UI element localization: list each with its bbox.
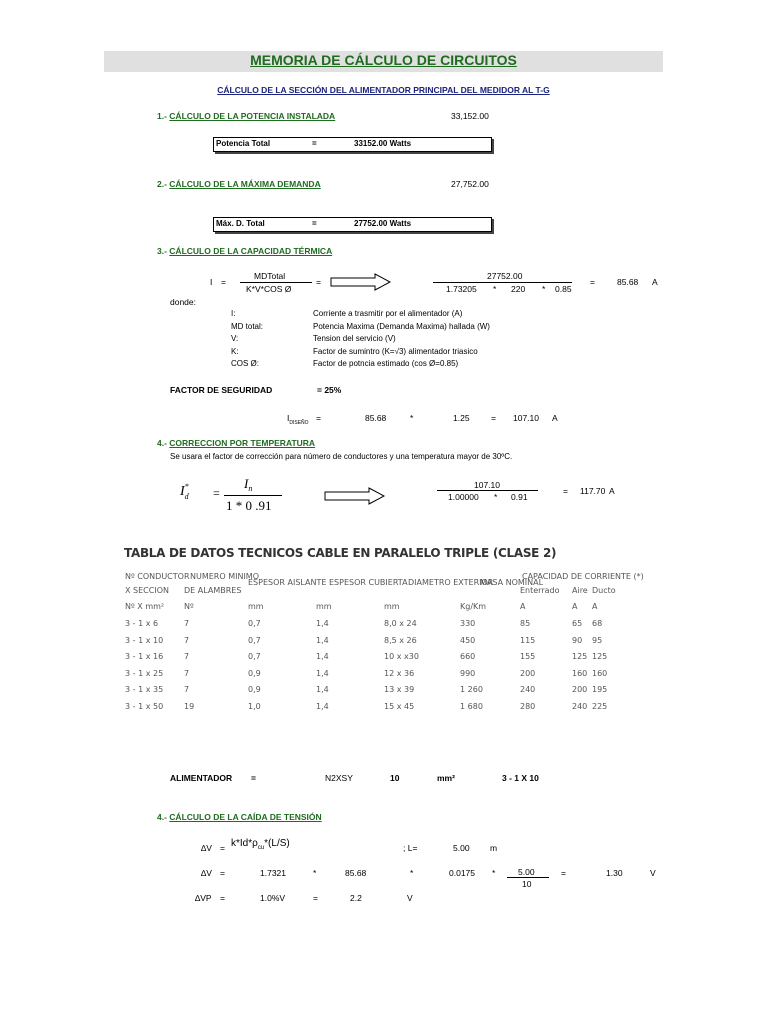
col-header-alambres: NUMERO MINIMO [190, 572, 259, 581]
dv-calc-line [507, 877, 549, 878]
table-cell: 1 680 [460, 702, 483, 711]
calc-star-1: * [493, 284, 497, 294]
calc-fraction-line [433, 282, 572, 283]
table-cell: 200 [572, 685, 588, 695]
table-cell: 8,0 x 24 [384, 619, 417, 628]
table-cell: 280 [520, 702, 536, 711]
table-cell: 1 260 [460, 685, 483, 695]
section-2-title: CÁLCULO DE LA MÁXIMA DEMANDA [169, 179, 321, 189]
table-cell: 3 - 1 x 35 [125, 685, 164, 695]
i-diseno-star: * [410, 413, 414, 423]
l-value: 5.00 [453, 843, 470, 853]
table-cell: 19 [184, 702, 195, 711]
col-header-cubierta: ESPESOR CUBIERTA [329, 578, 408, 587]
unit-header: A [572, 602, 578, 611]
unit-header: mm [248, 602, 264, 611]
table-cell: 8,5 x 26 [384, 635, 417, 645]
table-cell: 68 [592, 619, 603, 628]
table-cell: 85 [520, 619, 531, 628]
temp-calc-result: 117.70 [580, 486, 606, 496]
temp-calc-line [437, 490, 538, 491]
lhs-subscript: d [184, 492, 189, 501]
calc-numerator: 27752.00 [487, 271, 523, 281]
dv-calc-star-2: * [410, 868, 414, 878]
formula-eq2: = [316, 277, 321, 287]
dv-formula-end: *(L/S) [264, 838, 290, 849]
alimentador-type: N2XSY [325, 773, 353, 783]
calc-den-c: 0.85 [555, 284, 572, 294]
page-title: MEMORIA DE CÁLCULO DE CIRCUITOS [250, 52, 517, 68]
temp-formula-eq: = [213, 486, 220, 500]
l-label: ; L= [403, 843, 418, 853]
table-cell: 3 - 1 x 10 [125, 635, 164, 645]
i-diseno [287, 413, 309, 426]
table-cell: 12 x 36 [384, 668, 415, 678]
temp-formula-num [244, 476, 252, 492]
temp-calc-den-a: 1.00000 [448, 492, 479, 502]
section-1-heading [157, 111, 335, 121]
col-header-ducto: Ducto [592, 586, 616, 595]
alimentador-config: 3 - 1 X 10 [502, 773, 539, 783]
table-cell: 3 - 1 x 25 [125, 668, 164, 678]
table-cell: 225 [592, 702, 608, 711]
table-cell: 125 [592, 652, 608, 662]
num-subscript: n [248, 484, 253, 493]
table-cell: 160 [592, 668, 608, 678]
table-cell: 200 [520, 668, 536, 678]
definition-symbol: MD total: [231, 321, 264, 331]
section-4-num: 4.- [157, 438, 167, 448]
table-cell: 3 - 1 x 16 [125, 652, 164, 662]
table-cell: 65 [572, 619, 583, 628]
i-diseno-b: 1.25 [453, 413, 470, 423]
donde-label: donde: [170, 297, 196, 307]
temp-calc-unit: A [609, 486, 615, 496]
table-cell: 115 [520, 635, 536, 645]
dv-calc-star-3: * [492, 868, 496, 878]
max-demanda-box [213, 217, 492, 232]
arrow-right-icon [330, 273, 392, 291]
table-cell: 195 [592, 685, 608, 695]
definition-symbol: K: [231, 346, 239, 356]
unit-header: mm [316, 602, 332, 611]
table-cell: 240 [572, 702, 588, 711]
dv-calc-eq2: = [561, 868, 566, 878]
section-5-title: CÁLCULO DE LA CAÍDA DE TENSIÓN [169, 812, 322, 822]
box-eq: = [312, 219, 317, 228]
table-cell: 1,4 [316, 635, 329, 645]
alimentador-unit: mm² [437, 773, 455, 783]
box-label: Máx. D. Total [216, 219, 265, 228]
table-cell: 7 [184, 668, 190, 678]
definition-description: Factor de sumintro (K=√3) alimentador triasico [313, 346, 478, 356]
table-cell: 1,0 [248, 702, 261, 711]
table-cell: 660 [460, 652, 476, 662]
table-cell: 1,4 [316, 685, 329, 695]
definition-description: Factor de potncia estimado (cos Ø=0.85) [313, 359, 459, 368]
temp-formula-line [224, 495, 282, 496]
dv-calc-b: 85.68 [345, 868, 367, 878]
box-value: 33152.00 Watts [354, 139, 412, 148]
l-unit: m [490, 843, 498, 853]
alimentador-label: ALIMENTADOR [170, 773, 233, 783]
table-cell: 0,7 [248, 619, 261, 628]
calc-unit: A [652, 277, 658, 287]
potencia-total-box [213, 137, 492, 152]
i-diseno-result: 107.10 [513, 413, 539, 423]
table-cell: 160 [572, 668, 588, 678]
arrow-right-icon [324, 487, 386, 505]
calc-den-a: 1.73205 [446, 284, 477, 294]
table-cell: 990 [460, 668, 476, 678]
i-diseno-unit: A [552, 413, 558, 423]
dv-formula-eq: = [220, 843, 225, 853]
unit-header: mm [384, 602, 400, 611]
table-cell: 1,4 [316, 702, 329, 711]
table-cell: 0,9 [248, 685, 261, 695]
dvp-unit: V [407, 893, 413, 903]
box-label: Potencia Total [216, 139, 271, 148]
col-header-enterrado: Enterrado [520, 586, 560, 595]
box-eq: = [312, 139, 317, 148]
table-cell: 155 [520, 652, 536, 662]
table-cell: 1,4 [316, 668, 329, 678]
unit-header: Nº [184, 602, 194, 611]
table-title: TABLA DE DATOS TECNICOS CABLE EN PARALELO TRIPLE (CLASE 2) [124, 546, 557, 560]
definition-description: Tension del servicio (V) [313, 334, 396, 343]
col-header-diametro: DIAMETRO EXTERIOR [408, 578, 494, 587]
temp-calc-star: * [494, 492, 498, 502]
formula-eq: = [221, 277, 226, 287]
table-cell: 90 [572, 635, 583, 645]
table-cell: 3 - 1 x 6 [125, 619, 159, 628]
table-cell: 7 [184, 652, 190, 662]
table-cell: 0,7 [248, 635, 261, 645]
definition-symbol: COS Ø: [231, 359, 260, 368]
section-2-num: 2.- [157, 179, 167, 189]
unit-header: Kg/Km [460, 602, 487, 611]
dvp-eq2: = [313, 893, 318, 903]
section-5-num: 4.- [157, 812, 167, 822]
section-1-value: 33,152.00 [451, 111, 489, 121]
definition-description: Potencia Maxima (Demanda Maxima) hallada (W) [313, 321, 490, 331]
formula-I: I [210, 277, 213, 287]
temp-calc-den-b: 0.91 [511, 492, 528, 502]
col-header-de-alambres: DE ALAMBRES [184, 586, 242, 595]
table-cell: 3 - 1 x 50 [125, 702, 164, 711]
page-subtitle: CÁLCULO DE LA SECCIÓN DEL ALIMENTADOR PRINCIPAL DEL MEDIDOR AL T-G [217, 85, 550, 95]
alimentador-size: 10 [390, 773, 400, 783]
alimentador-eq: = [251, 773, 256, 783]
dv-formula-sub: cu [257, 845, 265, 851]
section-4-heading [157, 438, 315, 448]
col-header-seccion: X SECCION [125, 586, 169, 595]
section-3-title: CÁLCULO DE LA CAPACIDAD TÉRMICA [169, 246, 333, 256]
dv-calc-unit: V [650, 868, 656, 878]
formula-denominator: K*V*COS Ø [246, 284, 292, 294]
table-cell: 7 [184, 635, 190, 645]
temp-calc-eq: = [563, 486, 568, 496]
table-cell: 125 [572, 652, 588, 662]
unit-header: A [592, 602, 598, 611]
table-cell: 330 [460, 619, 476, 628]
section-1-title: CÁLCULO DE LA POTENCIA INSTALADA [169, 111, 336, 121]
dv-calc-eq: = [220, 868, 225, 878]
unit-header: Nº X mm² [125, 602, 165, 611]
section-1-num: 1.- [157, 111, 167, 121]
section-4-text: Se usara el factor de corrección para número de conductores y una temperatura mayor de 30ºC. [170, 452, 513, 461]
i-diseno-symbol: I [287, 413, 290, 423]
section-3-num: 3.- [157, 246, 167, 256]
factor-seguridad-value: = 25% [317, 385, 342, 395]
table-cell: 7 [184, 685, 190, 695]
calc-result: 85.68 [617, 277, 639, 287]
box-value: 27752.00 Watts [354, 219, 412, 228]
unit-header: A [520, 602, 526, 611]
section-3-heading [157, 246, 332, 256]
table-cell: 240 [520, 685, 536, 695]
dv-calc-den: 10 [522, 879, 532, 889]
table-cell: 10 x x30 [384, 652, 419, 662]
table-cell: 1,4 [316, 652, 329, 662]
table-cell: 1,4 [316, 619, 329, 628]
section-5-heading [157, 812, 322, 822]
definition-symbol: V: [231, 334, 239, 343]
dvp-b: 2.2 [350, 893, 362, 903]
i-diseno-eq: = [316, 413, 321, 423]
dvp-symbol: ∆VP [195, 893, 212, 903]
definition-symbol: I: [231, 309, 236, 318]
table-cell: 450 [460, 635, 476, 645]
dvp-eq: = [220, 893, 225, 903]
section-4-title: CORRECCION POR TEMPERATURA [169, 438, 316, 448]
dv-calc-symbol: ∆V [201, 868, 212, 878]
i-diseno-subscript: DISEÑO [289, 420, 309, 426]
dv-formula-main: k*Id*ρ [231, 838, 258, 849]
temp-calc-numerator: 107.10 [474, 480, 500, 490]
i-diseno-a: 85.68 [365, 413, 387, 423]
col-header-aire: Aire [572, 586, 588, 595]
section-2-heading [157, 179, 321, 189]
temp-formula-lhs [180, 484, 193, 500]
dv-calc-num: 5.00 [518, 867, 535, 877]
table-cell: 0,7 [248, 652, 261, 662]
lhs-symbol: I [180, 484, 185, 499]
section-2-value: 27,752.00 [451, 179, 489, 189]
table-cell: 13 x 39 [384, 685, 415, 695]
dv-formula [231, 838, 290, 849]
formula-numerator: MDTotal [254, 271, 286, 281]
table-cell: 95 [592, 635, 603, 645]
temp-formula-den: 1 * 0 .91 [226, 498, 272, 513]
factor-seguridad-label: FACTOR DE SEGURIDAD [170, 385, 273, 395]
formula-fraction-line [240, 282, 312, 283]
table-cell: 0,9 [248, 668, 261, 678]
table-cell: 15 x 45 [384, 702, 415, 711]
calc-den-b: 220 [511, 284, 526, 294]
col-header-capacidad: CAPACIDAD DE CORRIENTE (*) [522, 572, 644, 581]
i-diseno-eq2: = [491, 413, 496, 423]
col-header-masa: MASA NOMINAL [480, 578, 544, 587]
dv-calc-star-1: * [313, 868, 317, 878]
num-symbol: I [244, 476, 249, 491]
lhs-superscript: * [184, 482, 189, 491]
table-cell: 7 [184, 619, 190, 628]
calc-star-2: * [542, 284, 546, 294]
col-header-conductor: Nº CONDUCTOR [125, 572, 190, 581]
dv-calc-c: 0.0175 [449, 868, 475, 878]
col-header-aislante: ESPESOR AISLANTE [248, 578, 327, 587]
dvp-a: 1.0%V [260, 893, 286, 903]
calc-eq: = [590, 277, 595, 287]
dv-calc-a: 1.7321 [260, 868, 286, 878]
dv-calc-result: 1.30 [606, 868, 623, 878]
definition-description: Corriente a trasmitir por el alimentador (A) [313, 309, 463, 318]
dv-formula-symbol: ∆V [201, 843, 212, 853]
